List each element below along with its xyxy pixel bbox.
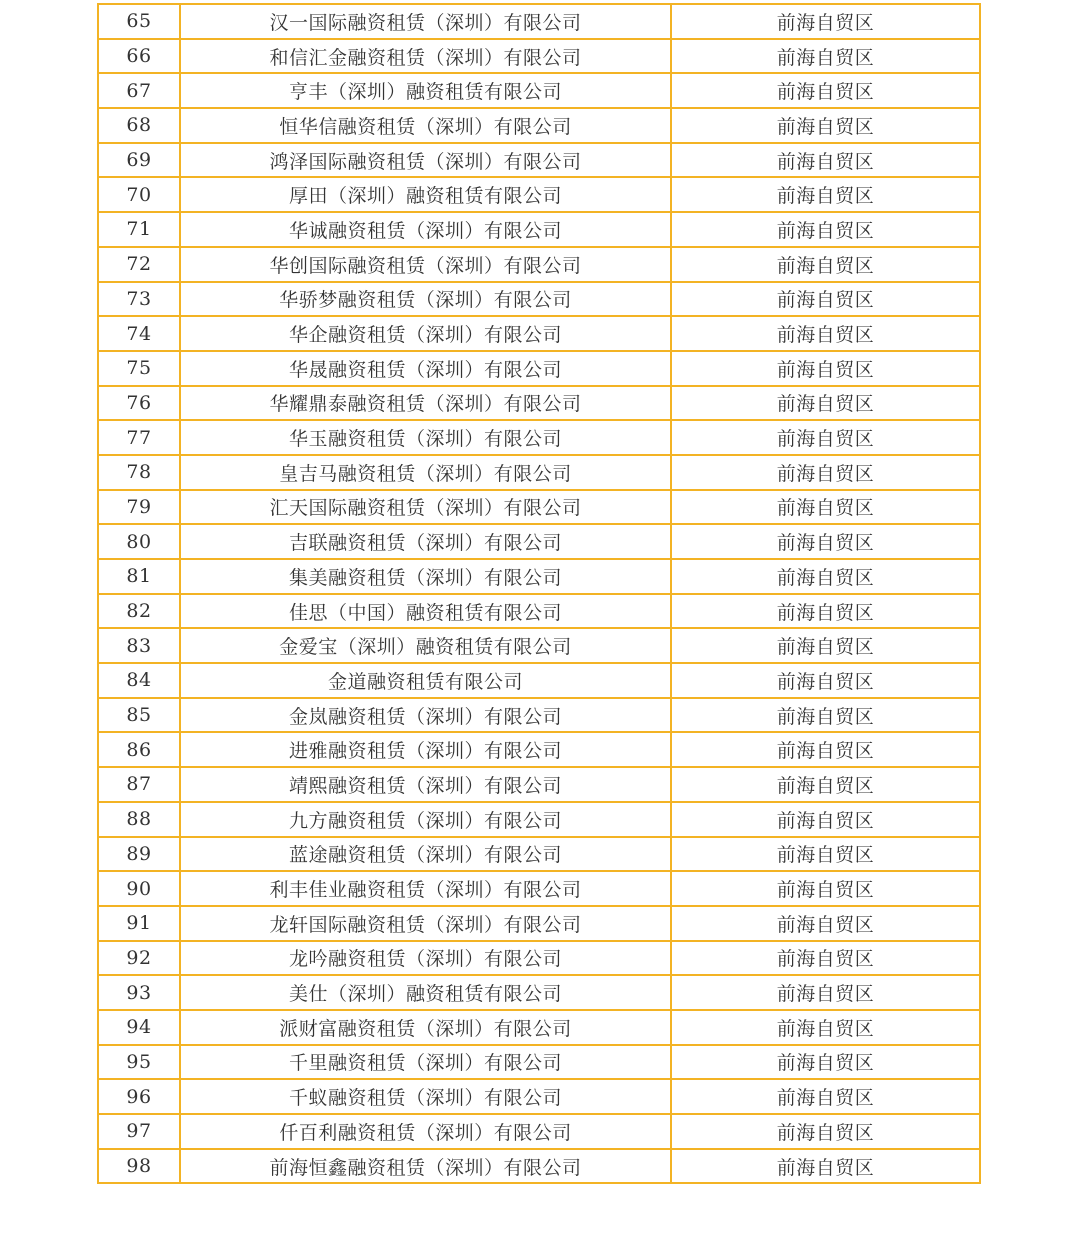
row-number: 85 xyxy=(98,698,180,733)
row-number: 98 xyxy=(98,1149,180,1184)
company-name: 汉一国际融资租赁（深圳）有限公司 xyxy=(180,4,671,39)
table-row xyxy=(98,1010,980,1045)
row-number: 87 xyxy=(98,767,180,802)
row-number: 90 xyxy=(98,871,180,906)
region: 前海自贸区 xyxy=(671,1149,980,1184)
row-number: 71 xyxy=(98,212,180,247)
row-number: 75 xyxy=(98,351,180,386)
table-row xyxy=(98,975,980,1010)
table-row xyxy=(98,663,980,698)
region: 前海自贸区 xyxy=(671,351,980,386)
row-number: 89 xyxy=(98,837,180,872)
company-name: 华企融资租赁（深圳）有限公司 xyxy=(180,316,671,351)
table-row xyxy=(98,212,980,247)
row-number: 68 xyxy=(98,108,180,143)
region: 前海自贸区 xyxy=(671,594,980,629)
company-table xyxy=(97,3,981,1184)
row-number: 69 xyxy=(98,143,180,178)
company-name: 汇天国际融资租赁（深圳）有限公司 xyxy=(180,490,671,525)
company-name: 利丰佳业融资租赁（深圳）有限公司 xyxy=(180,871,671,906)
row-number: 70 xyxy=(98,177,180,212)
row-number: 66 xyxy=(98,39,180,74)
company-name: 靖熙融资租赁（深圳）有限公司 xyxy=(180,767,671,802)
company-name: 蓝途融资租赁（深圳）有限公司 xyxy=(180,837,671,872)
region: 前海自贸区 xyxy=(671,1045,980,1080)
region: 前海自贸区 xyxy=(671,1079,980,1114)
company-name: 华诚融资租赁（深圳）有限公司 xyxy=(180,212,671,247)
table-row xyxy=(98,906,980,941)
company-name: 和信汇金融资租赁（深圳）有限公司 xyxy=(180,39,671,74)
company-name: 吉联融资租赁（深圳）有限公司 xyxy=(180,524,671,559)
table-row xyxy=(98,837,980,872)
company-name: 九方融资租赁（深圳）有限公司 xyxy=(180,802,671,837)
table-row xyxy=(98,941,980,976)
table-row xyxy=(98,316,980,351)
company-name: 皇吉马融资租赁（深圳）有限公司 xyxy=(180,455,671,490)
row-number: 97 xyxy=(98,1114,180,1149)
company-name: 美仕（深圳）融资租赁有限公司 xyxy=(180,975,671,1010)
region: 前海自贸区 xyxy=(671,177,980,212)
table-row xyxy=(98,490,980,525)
table-row xyxy=(98,282,980,317)
row-number: 79 xyxy=(98,490,180,525)
company-name: 华骄梦融资租赁（深圳）有限公司 xyxy=(180,282,671,317)
company-name: 集美融资租赁（深圳）有限公司 xyxy=(180,559,671,594)
row-number: 86 xyxy=(98,732,180,767)
table-row xyxy=(98,594,980,629)
table-row xyxy=(98,455,980,490)
row-number: 65 xyxy=(98,4,180,39)
table-row xyxy=(98,143,980,178)
table-row xyxy=(98,73,980,108)
region: 前海自贸区 xyxy=(671,212,980,247)
table-row xyxy=(98,247,980,282)
table-row xyxy=(98,1114,980,1149)
region: 前海自贸区 xyxy=(671,941,980,976)
region: 前海自贸区 xyxy=(671,143,980,178)
company-list-sheet xyxy=(97,3,979,1184)
table-row xyxy=(98,177,980,212)
region: 前海自贸区 xyxy=(671,906,980,941)
table-row xyxy=(98,732,980,767)
company-name: 龙轩国际融资租赁（深圳）有限公司 xyxy=(180,906,671,941)
region: 前海自贸区 xyxy=(671,698,980,733)
row-number: 67 xyxy=(98,73,180,108)
table-row xyxy=(98,802,980,837)
company-name: 金岚融资租赁（深圳）有限公司 xyxy=(180,698,671,733)
row-number: 74 xyxy=(98,316,180,351)
company-name: 龙吟融资租赁（深圳）有限公司 xyxy=(180,941,671,976)
region: 前海自贸区 xyxy=(671,559,980,594)
table-row xyxy=(98,386,980,421)
table-row xyxy=(98,559,980,594)
row-number: 78 xyxy=(98,455,180,490)
region: 前海自贸区 xyxy=(671,1010,980,1045)
region: 前海自贸区 xyxy=(671,455,980,490)
table-row xyxy=(98,39,980,74)
region: 前海自贸区 xyxy=(671,732,980,767)
row-number: 88 xyxy=(98,802,180,837)
company-name: 千蚁融资租赁（深圳）有限公司 xyxy=(180,1079,671,1114)
company-name: 华耀鼎泰融资租赁（深圳）有限公司 xyxy=(180,386,671,421)
row-number: 95 xyxy=(98,1045,180,1080)
row-number: 82 xyxy=(98,594,180,629)
region: 前海自贸区 xyxy=(671,767,980,802)
row-number: 83 xyxy=(98,628,180,663)
company-name: 派财富融资租赁（深圳）有限公司 xyxy=(180,1010,671,1045)
region: 前海自贸区 xyxy=(671,316,980,351)
row-number: 91 xyxy=(98,906,180,941)
row-number: 92 xyxy=(98,941,180,976)
company-name: 恒华信融资租赁（深圳）有限公司 xyxy=(180,108,671,143)
company-name: 华玉融资租赁（深圳）有限公司 xyxy=(180,420,671,455)
row-number: 73 xyxy=(98,282,180,317)
region: 前海自贸区 xyxy=(671,663,980,698)
company-name: 进雅融资租赁（深圳）有限公司 xyxy=(180,732,671,767)
table-row xyxy=(98,767,980,802)
row-number: 72 xyxy=(98,247,180,282)
company-name: 前海恒鑫融资租赁（深圳）有限公司 xyxy=(180,1149,671,1184)
row-number: 80 xyxy=(98,524,180,559)
company-name: 金道融资租赁有限公司 xyxy=(180,663,671,698)
region: 前海自贸区 xyxy=(671,802,980,837)
company-name: 亨丰（深圳）融资租赁有限公司 xyxy=(180,73,671,108)
region: 前海自贸区 xyxy=(671,247,980,282)
table-row xyxy=(98,524,980,559)
company-name: 鸿泽国际融资租赁（深圳）有限公司 xyxy=(180,143,671,178)
region: 前海自贸区 xyxy=(671,975,980,1010)
table-row xyxy=(98,4,980,39)
company-name: 华晟融资租赁（深圳）有限公司 xyxy=(180,351,671,386)
row-number: 84 xyxy=(98,663,180,698)
table-row xyxy=(98,1079,980,1114)
table-row xyxy=(98,1045,980,1080)
region: 前海自贸区 xyxy=(671,524,980,559)
company-name: 华创国际融资租赁（深圳）有限公司 xyxy=(180,247,671,282)
row-number: 96 xyxy=(98,1079,180,1114)
table-row xyxy=(98,1149,980,1184)
row-number: 76 xyxy=(98,386,180,421)
region: 前海自贸区 xyxy=(671,282,980,317)
table-row xyxy=(98,698,980,733)
company-table-body xyxy=(98,4,980,1183)
row-number: 94 xyxy=(98,1010,180,1045)
region: 前海自贸区 xyxy=(671,4,980,39)
region: 前海自贸区 xyxy=(671,386,980,421)
company-name: 厚田（深圳）融资租赁有限公司 xyxy=(180,177,671,212)
table-row xyxy=(98,351,980,386)
table-row xyxy=(98,628,980,663)
row-number: 93 xyxy=(98,975,180,1010)
region: 前海自贸区 xyxy=(671,1114,980,1149)
region: 前海自贸区 xyxy=(671,108,980,143)
table-row xyxy=(98,108,980,143)
region: 前海自贸区 xyxy=(671,490,980,525)
region: 前海自贸区 xyxy=(671,39,980,74)
region: 前海自贸区 xyxy=(671,628,980,663)
region: 前海自贸区 xyxy=(671,73,980,108)
region: 前海自贸区 xyxy=(671,871,980,906)
row-number: 77 xyxy=(98,420,180,455)
region: 前海自贸区 xyxy=(671,837,980,872)
table-row xyxy=(98,420,980,455)
company-name: 佳思（中国）融资租赁有限公司 xyxy=(180,594,671,629)
company-name: 仟百利融资租赁（深圳）有限公司 xyxy=(180,1114,671,1149)
company-name: 金爱宝（深圳）融资租赁有限公司 xyxy=(180,628,671,663)
row-number: 81 xyxy=(98,559,180,594)
region: 前海自贸区 xyxy=(671,420,980,455)
company-name: 千里融资租赁（深圳）有限公司 xyxy=(180,1045,671,1080)
table-row xyxy=(98,871,980,906)
